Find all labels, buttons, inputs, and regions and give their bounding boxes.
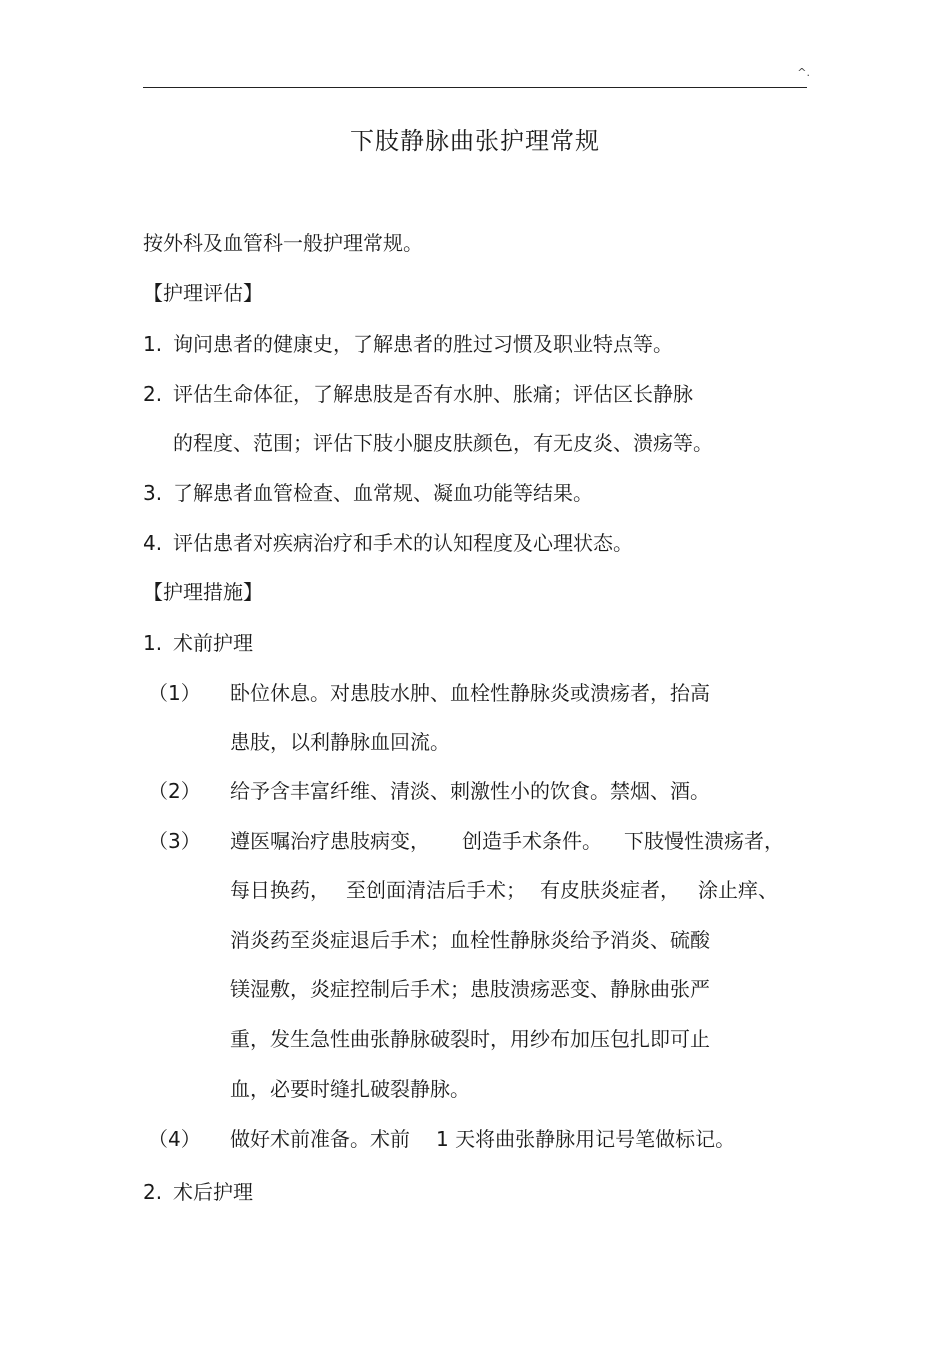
item-text: 1 天将曲张静脉用记号笔做标记。 — [436, 1127, 736, 1151]
assessment-item-1 — [143, 330, 673, 358]
preop-item-3-cont-5: 血，必要时缝扎破裂静脉。 — [230, 1077, 470, 1101]
assessment-item-4 — [143, 529, 633, 557]
preop-item-2 — [148, 777, 710, 805]
preop-item-3-cont-2: 消炎药至炎症退后手术；血栓性静脉炎给予消炎、硫酸 — [230, 928, 710, 952]
item-number: （1） — [148, 681, 201, 705]
item-text: 卧位休息。对患肢水肿、血栓性静脉炎或溃疡者，抬高 — [230, 681, 710, 705]
assessment-item-2 — [143, 380, 693, 408]
item-text: 创造手术条件。 — [462, 829, 602, 853]
measures-heading: 【护理措施】 — [143, 580, 263, 604]
assessment-heading: 【护理评估】 — [143, 281, 263, 305]
preop-heading — [143, 629, 253, 657]
preop-item-3-cont-4: 重，发生急性曲张静脉破裂时，用纱布加压包扎即可止 — [230, 1027, 710, 1051]
preop-item-3 — [148, 827, 784, 855]
item-number: 1. — [143, 631, 163, 655]
assessment-item-2-cont: 的程度、范围；评估下肢小腿皮肤颜色，有无皮炎、溃疡等。 — [173, 431, 713, 455]
preop-item-3-cont-1 — [230, 876, 778, 904]
item-text: 每日换药， — [230, 878, 330, 902]
preop-item-1 — [148, 679, 710, 707]
item-number: 4. — [143, 531, 163, 555]
item-number: （3） — [148, 829, 201, 853]
postop-heading — [143, 1178, 253, 1206]
item-text: 至创面清洁后手术； — [346, 878, 526, 902]
item-text: 评估患者对疾病治疗和手术的认知程度及心理状态。 — [173, 531, 633, 555]
section-label: 术后护理 — [173, 1180, 253, 1204]
item-text: 询问患者的健康史，了解患者的胜过习惯及职业特点等。 — [173, 332, 673, 356]
preop-item-1-cont: 患肢，以利静脉血回流。 — [230, 730, 450, 754]
item-text: 涂止痒、 — [698, 878, 778, 902]
header-mark: ^. — [797, 66, 810, 79]
item-number: 1. — [143, 332, 163, 356]
assessment-item-3 — [143, 479, 593, 507]
item-number: （4） — [148, 1127, 201, 1151]
page-title: 下肢静脉曲张护理常规 — [350, 127, 600, 155]
item-text: 遵医嘱治疗患肢病变， — [230, 829, 430, 853]
intro-paragraph: 按外科及血管科一般护理常规。 — [143, 231, 423, 255]
item-number: （2） — [148, 779, 201, 803]
item-number: 2. — [143, 1180, 163, 1204]
item-text: 做好术前准备。术前 — [230, 1127, 410, 1151]
preop-item-3-cont-3: 镁湿敷，炎症控制后手术；患肢溃疡恶变、静脉曲张严 — [230, 977, 710, 1001]
item-text: 下肢慢性溃疡者， — [624, 829, 784, 853]
section-label: 术前护理 — [173, 631, 253, 655]
item-text: 评估生命体征，了解患肢是否有水肿、胀痛；评估区长静脉 — [173, 382, 693, 406]
item-number: 3. — [143, 481, 163, 505]
item-text: 有皮肤炎症者， — [540, 878, 680, 902]
item-text: 给予含丰富纤维、清淡、刺激性小的饮食。禁烟、酒。 — [230, 779, 710, 803]
item-text: 了解患者血管检查、血常规、凝血功能等结果。 — [173, 481, 593, 505]
preop-item-4 — [148, 1125, 735, 1153]
item-number: 2. — [143, 382, 163, 406]
header-rule — [143, 87, 807, 88]
